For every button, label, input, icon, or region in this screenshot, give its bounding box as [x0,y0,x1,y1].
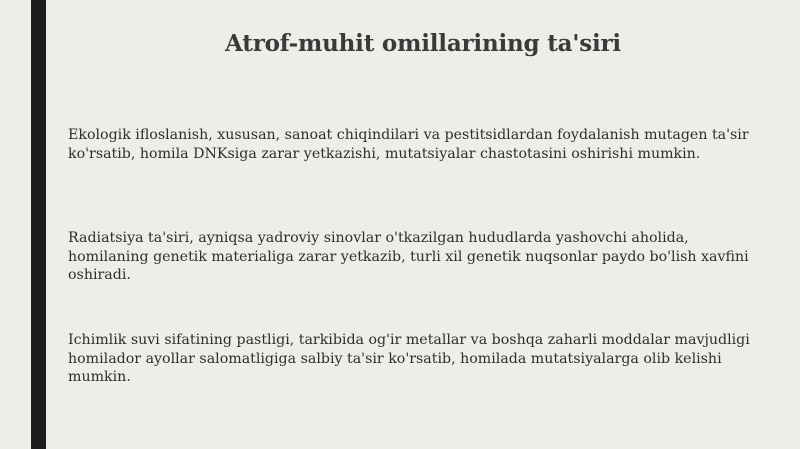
paragraph-pollution: Ekologik ifloslanish, xususan, sanoat chiqindilari va pestitsidlardan foydalanish mutagen ta'sir ko'rsatib, homila DNKsiga zarar yetkazishi, mutatsiyalar chastotasini oshirishi mumkin. [68,127,749,162]
accent-bar [31,0,46,449]
slide-title: Atrof-muhit omillarining ta'siri [225,30,621,57]
paragraph-radiation: Radiatsiya ta'siri, ayniqsa yadroviy sinovlar o'tkazilgan hududlarda yashovchi aholida, homilaning genetik materialiga zarar yetkazib, turli xil genetik nuqsonlar paydo bo'lish xavfini oshiradi. [68,230,749,283]
paragraph-drinking-water: Ichimlik suvi sifatining pastligi, tarkibida og'ir metallar va boshqa zaharli moddalar mavjudligi homilador ayollar salomatligiga salbiy ta'sir ko'rsatib, homilada mutatsiyalarga olib kelishi mumkin. [68,332,750,385]
